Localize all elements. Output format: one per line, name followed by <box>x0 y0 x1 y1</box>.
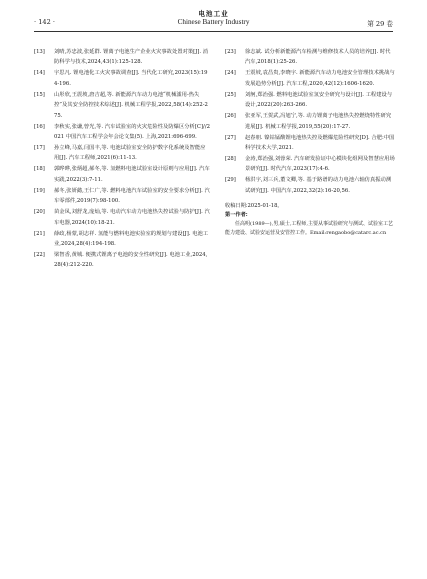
reference-item <box>34 143 210 164</box>
reference-item <box>34 47 210 68</box>
page-header <box>34 8 393 42</box>
reference-text: 金涛,郑治强,刘蓉荣. 汽车研发验证中心模块化组网及智慧应用场景研究[J]. 时代汽车,2023(17):4-6. <box>245 156 395 173</box>
reference-item <box>34 186 210 207</box>
reference-item <box>34 229 210 250</box>
volume-label: 第 29 卷 <box>367 20 393 28</box>
reference-text: 王震坡,袁昌贵,李晓宇. 新能源汽车动力电池安全管理技术挑战与发展趋势分析[J]. 汽车工程,2020,42(12):1606-1620. <box>245 70 395 87</box>
reference-number: [27] <box>225 134 236 141</box>
reference-text: 宇思凡. 锂电池化工火灾事故调查[J]. 当代化工研究,2023(15):194-196. <box>54 70 208 87</box>
reference-text: 苗金凤,刘舒龙,庞灿,等. 电动汽车动力电池热失控试验与防护[J]. 汽车电器,2024(10):18-21. <box>54 209 210 226</box>
reference-number: [24] <box>225 70 236 77</box>
reference-number: [16] <box>34 123 45 130</box>
reference-text: 薛政,杨蒙,胡志祥. 氢能与燃料电池实验室的规划与建设[J]. 电池工业,2024,28(4):194-198. <box>54 230 209 248</box>
reference-item <box>34 250 210 271</box>
header-row <box>34 18 393 32</box>
reference-text: 李秋实,张谦,曾光,等. 汽车试验室的火灾危险性及防爆区分析[C]//2021 中国汽车工程学会年会论文集(5). 上海,2021:696-699. <box>54 123 210 141</box>
reference-text: 赵春朋. 镍钴锰酸锂电池热失控及燃爆危险性研究[D]. 合肥:中国科学技术大学,2021. <box>245 134 395 152</box>
reference-number: [17] <box>34 145 45 152</box>
page-number: · 142 · <box>34 18 55 26</box>
reference-text: 刘晴,苏忠波,张延群. 锂离子电池生产企业火灾事故处置对策[J]. 消防科学与技术,2024,43(1):125-128. <box>54 49 209 66</box>
reference-text: 杨洪宇,刘三兵,董文卿,等. 基于路谱的动力电池六轴仿真振动测试研究[J]. 中国汽车,2022,32(2):16-20,56. <box>245 177 392 194</box>
reference-item <box>34 122 210 143</box>
reference-number: [29] <box>225 177 236 184</box>
reference-item <box>225 133 395 154</box>
reference-item <box>225 154 395 175</box>
references-left-column <box>34 47 210 271</box>
references-right-column <box>225 47 395 237</box>
author-bio: 任高明(1989—),男,硕士,工程师,主要从事试验研究与测试、试验室工艺能力建设、试验安运营及安管控工作。Email:rengaobo@catarc.ac.cn <box>225 221 393 236</box>
reference-number: [21] <box>34 230 45 237</box>
reference-number: [28] <box>225 156 236 163</box>
reference-item <box>34 164 210 185</box>
reference-text: 梁智香,黄城. 便携式锂离子电池的安全性研究[J]. 电池工业,2024,28(4):212-220. <box>54 252 208 269</box>
reference-text: 徐志斌. 试分析新能源汽车检测与维修技术人员的培养[J]. 时代汽车,2018(1):25-26. <box>245 49 391 66</box>
reference-number: [20] <box>34 209 45 216</box>
reference-item <box>225 90 395 111</box>
reference-item <box>34 68 210 89</box>
reference-number: [13] <box>34 49 45 55</box>
journal-title-cn: 电池工业 <box>198 10 229 18</box>
header-rule <box>34 31 393 32</box>
author-heading: 第一作者: <box>225 212 248 219</box>
reference-number: [23] <box>225 49 236 55</box>
reference-item <box>225 175 395 196</box>
reference-number: [19] <box>34 187 45 194</box>
reference-text: 张亚军,王贺武,冯旭宁,等. 动力锂离子电池热失控燃烧特性研究进展[J]. 机械工程学报,2019,55(20):17-27. <box>245 113 392 130</box>
reference-number: [15] <box>34 91 45 98</box>
reference-item <box>225 111 395 132</box>
reference-text: 郝冬,张妍懿,王仁广,等. 燃料电池汽车试验室的安全要求分析[J]. 汽车零部件,2019(7):98-100. <box>54 187 210 205</box>
reference-number: [25] <box>225 91 236 98</box>
reference-number: [26] <box>225 113 236 120</box>
received-date: 收稿日期:2025-01-18。 <box>225 203 283 210</box>
reference-item <box>34 207 210 228</box>
reference-item <box>225 47 395 68</box>
reference-item <box>34 90 210 121</box>
reference-text: 郭晔晔,张炳超,郝冬,等. 氢燃料电池试验室设计原则与应用[J]. 汽车实践,2022(3):7-11. <box>54 166 210 183</box>
reference-text: 刘舸,郑治强. 燃料电池试验室氢安全研究与设计[J]. 工程建设与设计,2022(20):263-266. <box>245 91 393 109</box>
reference-number: [18] <box>34 166 45 173</box>
journal-title-en: Chinese Battery Industry <box>177 18 250 26</box>
reference-text: 孙立峰,马嘉,闫国丰,等. 电池试验室安全防护数字化系统及智能应用[J]. 汽车工程师,2021(6):11-13. <box>54 145 206 162</box>
reference-number: [22] <box>34 252 45 259</box>
reference-item <box>225 68 395 89</box>
reference-number: [14] <box>34 70 45 77</box>
reference-text: 山彤欣,王震坡,唐吉超,等. 新能源汽车动力电池“机械滥用-热失控”及其安全防控技术综述[J]. 机械工程学报,2022,58(14):252-275. <box>54 91 208 119</box>
